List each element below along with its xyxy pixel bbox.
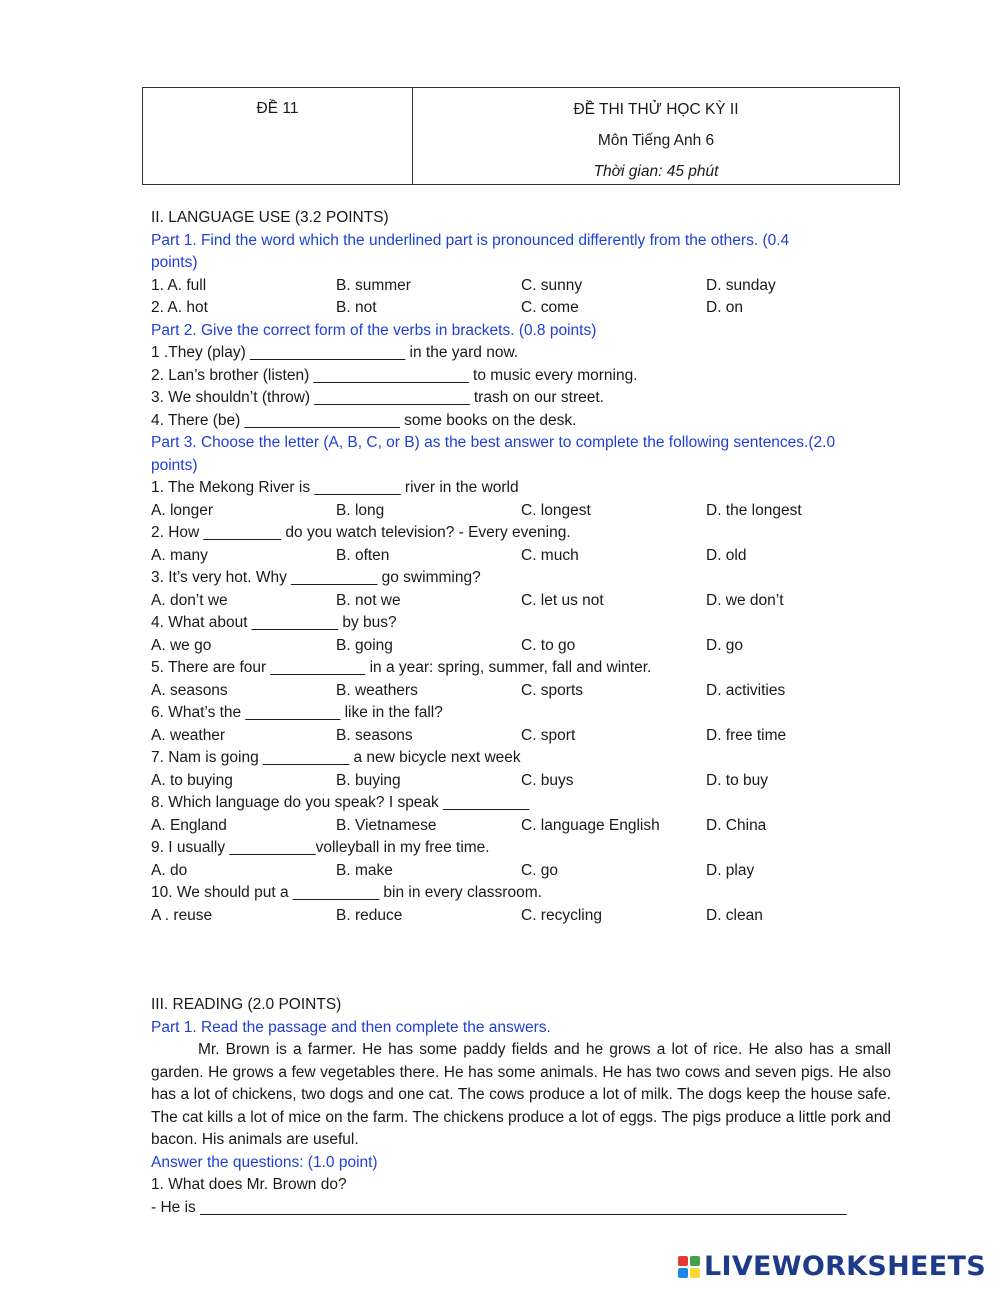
part3-question-stem: 6. What’s the ___________ like in the fall?	[151, 704, 443, 721]
option: D. old	[706, 546, 747, 564]
logo-mark-icon	[678, 1256, 700, 1278]
option: B. often	[336, 546, 390, 564]
part3-question-stem: 10. We should put a __________ bin in every classroom.	[151, 884, 542, 901]
part3-options	[151, 860, 891, 883]
option: D. clean	[706, 906, 763, 924]
logo-text: LIVEWORKSHEETS	[703, 1251, 986, 1282]
option: D. we don’t	[706, 591, 784, 609]
exam-code: ĐỀ 11	[256, 100, 299, 117]
option: B. going	[336, 636, 393, 654]
option: B. seasons	[336, 726, 413, 744]
option: A. we go	[151, 636, 212, 654]
option: B. make	[336, 861, 393, 879]
part2-item: 2. Lan’s brother (listen) __________________ to music every morning.	[151, 366, 638, 384]
section2-title: II. LANGUAGE USE (3.2 POINTS)	[151, 209, 389, 226]
exam-duration: Thời gian: 45 phút	[593, 163, 719, 180]
section3-title: III. READING (2.0 POINTS)	[151, 996, 342, 1013]
option: A. to buying	[151, 771, 233, 789]
part1-instruction-cont: points)	[151, 254, 198, 271]
liveworksheets-logo	[678, 1251, 986, 1282]
reading-part1-instruction: Part 1. Read the passage and then complete the answers.	[151, 1018, 551, 1036]
option: D. go	[706, 636, 744, 654]
exam-info-cell	[413, 88, 900, 185]
exam-subject: Môn Tiếng Anh 6	[597, 132, 715, 149]
part3-question-stem: 1. The Mekong River is __________ river in the world	[151, 479, 519, 496]
part3-options	[151, 590, 891, 613]
exam-title: ĐỀ THI THỬ HỌC KỲ II	[573, 101, 739, 118]
part3-question-stem: 3. It’s very hot. Why __________ go swimming?	[151, 569, 481, 586]
reading-answer-1: - He is ___________________________________________________________________________	[151, 1198, 847, 1216]
part3-instruction: Part 3. Choose the letter (A, B, C, or B) as the best answer to complete the following sentences.(2.0	[151, 434, 836, 451]
option: A. don’t we	[151, 591, 228, 609]
part3-options	[151, 905, 891, 928]
option: C. language English	[521, 816, 660, 834]
option: A. weather	[151, 726, 226, 744]
option: B. long	[336, 501, 385, 519]
option: C. come	[521, 299, 579, 316]
option: D. the longest	[706, 501, 802, 519]
part3-question-stem: 5. There are four ___________ in a year: spring, summer, fall and winter.	[151, 659, 652, 676]
option: B. summer	[336, 276, 411, 294]
part2-item: 1 .They (play) __________________ in the yard now.	[151, 344, 519, 361]
option: C. go	[521, 861, 559, 879]
part3-options	[151, 635, 891, 658]
option: C. to go	[521, 636, 576, 654]
option: B. Vietnamese	[336, 816, 437, 834]
option: C. longest	[521, 501, 591, 519]
part2-item: 4. There (be) __________________ some books on the desk.	[151, 411, 577, 429]
part1-question-1	[151, 275, 891, 298]
part2-item: 3. We shouldn’t (throw) __________________ trash on our street.	[151, 389, 604, 406]
part3-options	[151, 725, 891, 748]
part3-question-stem: 8. Which language do you speak? I speak __________	[151, 794, 530, 811]
option: D. China	[706, 816, 767, 834]
option: C. recycling	[521, 906, 602, 924]
option: C. sunny	[521, 276, 583, 294]
option: C. buys	[521, 771, 574, 789]
option: C. much	[521, 546, 579, 564]
option: B. reduce	[336, 906, 403, 924]
part1-instruction: Part 1. Find the word which the underlined part is pronounced differently from the others. (0.4	[151, 231, 790, 249]
option: D. free time	[706, 726, 787, 744]
option: D. on	[706, 299, 744, 316]
reading-passage: Mr. Brown is a farmer. He has some paddy fields and he grows a lot of rice. He also has a small garden. He grows a few vegetables there. He has some animals. He has two cows and seven pigs. He also has a lot of chickens, two dogs and one cat. The cows produce a lot of milk. The dogs keep the house safe. The cat kills a lot of mice on the farm. The chickens produce a lot of eggs. The pigs produce a little pork and bacon. His animals are useful.	[151, 1041, 891, 1148]
option: C. sports	[521, 681, 584, 699]
option: B. buying	[336, 771, 401, 789]
part2-instruction: Part 2. Give the correct form of the verbs in brackets. (0.8 points)	[151, 321, 597, 339]
part3-instruction-cont: points)	[151, 456, 198, 474]
questions-instruction: Answer the questions: (1.0 point)	[151, 1153, 378, 1171]
option: 2. A. hot	[151, 299, 208, 316]
part3-options	[151, 545, 891, 568]
option: A. seasons	[151, 681, 228, 699]
option: D. play	[706, 861, 755, 879]
part3-question-stem: 9. I usually __________volleyball in my free time.	[151, 839, 490, 856]
option: B. weathers	[336, 681, 418, 699]
part3-question-stem: 2. How _________ do you watch television? - Every evening.	[151, 524, 571, 541]
exam-header-table	[142, 87, 900, 185]
option: A. many	[151, 546, 208, 564]
option: B. not	[336, 299, 377, 316]
option: A. do	[151, 861, 188, 879]
option: D. to buy	[706, 771, 769, 789]
option: A. England	[151, 816, 227, 834]
option: D. activities	[706, 681, 786, 699]
option: D. sunday	[706, 276, 776, 294]
part1-question-2	[151, 297, 891, 320]
part3-question-stem: 7. Nam is going __________ a new bicycle next week	[151, 749, 521, 766]
option: C. let us not	[521, 591, 604, 609]
option: C. sport	[521, 726, 576, 744]
part3-options	[151, 680, 891, 703]
part3-options	[151, 815, 891, 838]
option: A . reuse	[151, 906, 213, 924]
option: A. longer	[151, 501, 214, 519]
exam-code-cell	[143, 88, 413, 185]
option: 1. A. full	[151, 276, 207, 294]
part3-question-stem: 4. What about __________ by bus?	[151, 614, 397, 631]
part3-options	[151, 770, 891, 793]
part3-options	[151, 500, 891, 523]
exam-content	[151, 207, 891, 1219]
reading-question-1: 1. What does Mr. Brown do?	[151, 1176, 347, 1193]
option: B. not we	[336, 591, 401, 609]
